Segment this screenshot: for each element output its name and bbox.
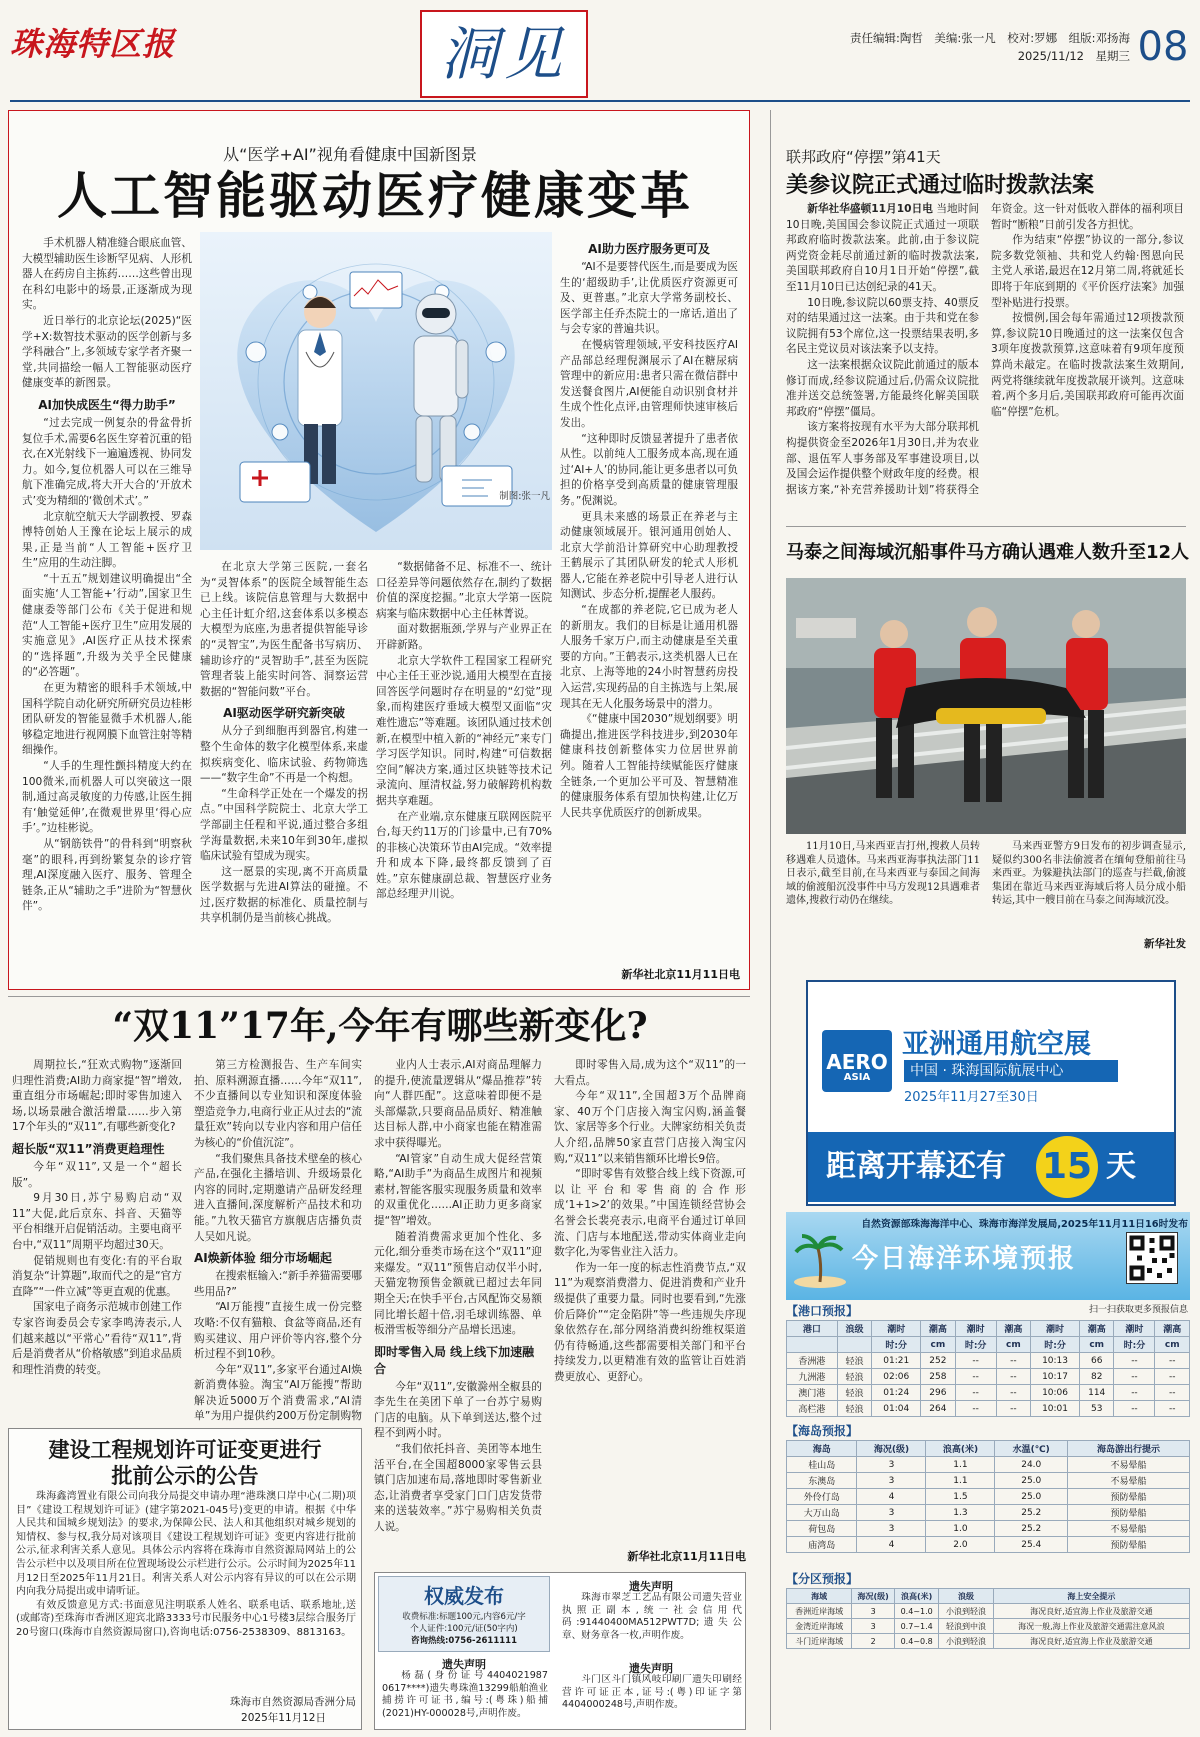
table-cell: 2.0	[926, 1537, 995, 1553]
lead-paragraph: 在产业端,京东健康互联网医院平台,每天约11万的门诊量中,已有70%的非核心决策环节由AI完成。“效率提升和成本下降,最终都反馈到了百姓。”京东健康副总裁、智慧医疗业务部总经理尹川说。	[376, 810, 552, 901]
table-header-row	[787, 1337, 1190, 1353]
table-cell: --	[996, 1353, 1030, 1369]
table-header-cell: 海况(级)	[857, 1441, 926, 1457]
table-cell: --	[955, 1369, 996, 1385]
table-cell: 82	[1079, 1369, 1113, 1385]
table-cell: 轻浪	[837, 1385, 871, 1401]
airshow-venue: 中国 · 珠海国际航展中心	[904, 1060, 1118, 1082]
lead-paragraph: 在北京大学第三医院,一套名为“灵智体系”的医院全域智能生态已上线。该院信息管理与大数据中心主任计虹介绍,这套体系以多模态大模型为底座,为患者提供智能导诊的“灵智宝”,为医生配备书写病历、辅助诊疗的“灵智助手”,甚至为医院管理者装上能实时问答、洞察运营数据的“智能问数”平台。	[200, 561, 368, 698]
table-cell: 25.2	[995, 1505, 1068, 1521]
table-cell: 东澳岛	[787, 1473, 857, 1489]
table-header-cell: 浪级	[837, 1321, 871, 1337]
double11-paragraph: “我们依托抖音、美团等本地生活平台,在全国超8000家零售云县镇门店加速布局,落地即时零售新业态,让消费者享受家门口门店发货带来的送装效率。”苏宁易购相关负责人说。	[374, 1443, 542, 1534]
table-header-cell: 潮高	[921, 1321, 955, 1337]
table-cell: 258	[921, 1369, 955, 1385]
table-cell: 2	[852, 1634, 895, 1649]
zone-row	[787, 1604, 1190, 1619]
table-cell: 海况良好,适宜海上作业及旅游交通	[993, 1634, 1189, 1649]
table-cell: --	[1114, 1385, 1155, 1401]
table-header-cell: 潮时	[955, 1321, 996, 1337]
table-cell: 10:13	[1031, 1353, 1080, 1369]
congress-paragraph: 10日晚,参议院以60票支持、40票反对的结果通过这一法案。由于共和党在参议院拥有53个席位,这一投票结果表明,多名民主党议员对该法案予以支持。	[786, 296, 979, 356]
table-header-cell: 时:分	[1031, 1337, 1080, 1353]
aero-logo-text: AERO	[826, 1050, 888, 1072]
table-header-cell: cm	[921, 1337, 955, 1353]
table-cell: 114	[1079, 1385, 1113, 1401]
lead-paragraph: 《“健康中国2030”规划纲要》明确提出,推进医学科技进步,到2030年健康科技创新整体实力位居世界前列。随着人工智能持续赋能医疗健康全链条,一个更加公平可及、智慧精准的健康服务体系有望加快构建,让亿万人民共享优质医疗的创新成果。	[560, 713, 738, 819]
double11-paragraph: 即时零售入局,成为这个“双11”的一大看点。	[554, 1059, 746, 1087]
table-cell: 不易晕船	[1068, 1457, 1190, 1473]
congress-body	[786, 202, 1184, 520]
table-header-cell: 浪高(米)	[926, 1441, 995, 1457]
asia-logo-text: ASIA	[843, 1072, 871, 1083]
island-forecast-table	[786, 1440, 1190, 1554]
notice-paragraph: 珠海鑫湾置业有限公司向我分局提交申请办理“港珠澳口岸中心(二期)项目”《建设工程规划许可证》(建字第2021-045号)变更的申请。根据《中华人民共和国城乡规划法》的要求,为保障公民、法人和其他组织对城乡规划的知情权、参与权,我分局对该项目《建设工程规划许可证》变更内容进行批前公示,征求利害关系人意见。具体公示内容将在珠海市自然资源局网站上的公告公示栏中以及项目所在位置现场设公示栏进行公示。公示时间为2025年11月12日至2025年11月21日。利害关系人对公示内容有异议的可以在公示期内向我分局提出或申请听证。	[16, 1491, 356, 1598]
notice-date: 2025年11月12日	[241, 1712, 326, 1724]
table-cell: --	[1155, 1401, 1190, 1417]
table-header-cell: 潮时	[872, 1321, 921, 1337]
congress-paragraph: 该方案将按现有水平为大部分联邦机构提供资金至2026年1月30日,并为农业部、退伍军人事务部及军事建设项目,以及国会运作提供整个财政年度的经费。根据该方案,“补充营养援助计划”将获得全年资金。这一针对低收入群体的福利项目暂时“断粮”日前引发各方担忧。	[786, 203, 1184, 496]
double11-paragraph: 第三方检测报告、生产车间实拍、原料溯源直播……今年“双11”,不少直播间以专业知识和深度体验塑造竞争力,电商行业正从过去的“流量狂欢”转向以专业内容和用户信任为核心的“价值沉淀”。	[194, 1059, 362, 1149]
table-header-cell: 时:分	[872, 1337, 921, 1353]
double11-dateline: 新华社北京11月11日电	[627, 1550, 746, 1563]
island-row	[787, 1473, 1190, 1489]
table-cell: 1.3	[926, 1505, 995, 1521]
table-cell: 预防晕船	[1068, 1505, 1190, 1521]
table-cell: --	[996, 1369, 1030, 1385]
table-cell: 小浪到轻浪	[939, 1604, 994, 1619]
table-cell: --	[996, 1401, 1030, 1417]
table-cell: --	[996, 1385, 1030, 1401]
double11-paragraph: “AI万能搜”直接生成一份完整攻略:不仅有猫粮、食盆等商品,还有购买建议、用户评价等内容,整个分析过程不到10秒。	[194, 1301, 362, 1361]
double11-paragraph: 随着消费需求更加个性化、多元化,细分垂类市场在这个“双11”迎来爆发。“双11”预售启动仅半小时,天猫宠物预售金额就已超过去年同期全天;在快手平台,古风配饰交易额同比增长超十倍,羽毛球训练器、单板滑雪板等细分产品增长迅速。	[374, 1230, 542, 1337]
lead-paragraph: 这一愿景的实现,离不开高质量医学数据与先进AI算法的碰撞。不过,医疗数据的标准化、质量控制与共享机制仍是当前核心挑战。	[200, 865, 368, 925]
table-cell: 澳门港	[787, 1385, 838, 1401]
lead-paragraph: 从分子到细胞再到器官,构建一整个生命体的数字化模型体系,来虚拟疾病变化、临床试验、药物筛选——“数字生命”不再是一个构想。	[200, 725, 368, 785]
table-cell: 大万山岛	[787, 1505, 857, 1521]
table-cell: --	[1114, 1369, 1155, 1385]
lead-kicker: 从“医学+AI”视角看健康中国新图景	[223, 145, 477, 162]
section-divider	[786, 526, 1186, 527]
lead-intro: 手术机器人精准缝合眼底血管、大模型辅助医生诊断罕见病、人形机器人在药房自主拣药……这些曾出现在科幻电影中的场景,正逐渐成为现实。	[22, 237, 192, 312]
ad-rate: 收费标准:标题100元,内容6元/字	[402, 1612, 526, 1622]
table-cell: 0.4~0.8	[895, 1634, 939, 1649]
table-cell: 外伶仃岛	[787, 1489, 857, 1505]
lead-paragraph: 近日举行的北京论坛(2025)“医学+X:数智技术驱动的医学创新与多学科融合”上,多领域专家学者齐聚一堂,共同描绘一幅人工智能驱动医疗健康变革的新图景。	[22, 314, 192, 390]
port-row	[787, 1401, 1190, 1417]
table-cell: 01:21	[872, 1353, 921, 1369]
double11-paragraph: 今年“双11”,又是一个“超长版”。	[12, 1160, 182, 1189]
table-cell: 25.0	[995, 1489, 1068, 1505]
double11-subhead-3: 即时零售入局 线上线下加速融合	[374, 1344, 535, 1376]
boat-credit: 新华社发	[1144, 938, 1186, 950]
lead-paragraph: “在成都的养老院,它已成为老人的新朋友。我们的目标是让通用机器人服务千家万户,而主动健康是至关重要的方向。”王鹤表示,这类机器人已在北京、上海等地的24小时智慧药房投入运营,实现药品的自主拣选与上架,展现其在无人化服务场景中的潜力。	[560, 604, 738, 710]
table-cell: 轻浪到中浪	[939, 1619, 994, 1634]
qr-caption: 扫一扫获取更多预报信息	[1088, 1305, 1188, 1315]
double11-col-4	[554, 1058, 746, 1548]
double11-col-1	[12, 1058, 182, 1422]
table-cell: --	[1155, 1369, 1190, 1385]
lost-notice-3-title: 遗失声明	[629, 1662, 673, 1674]
congress-paragraph: 按惯例,国会每年需通过12项拨款预算,参议院10日晚通过的这一法案仅包含3项年度拨款预算,这意味着有9项年度预算尚未敲定。在临时拨款法案生效期间,两党将继续就年度拨款展开谈判。这意味着,两个多月后,美国联邦政府可能再次面临“停摆”危机。	[991, 312, 1184, 418]
lead-paragraph: 北京大学软件工程国家工程研究中心主任王亚沙说,通用大模型在直接回答医学问题时存在明显的“幻觉”现象,而构建医疗垂域大模型又面临“灾难性遗忘”等难题。该团队通过技术创新,在模型中植入新的“神经元”来专门学习医学知识。同时,构建“可信数据空间”解决方案,通过区块链等技术记录流向、厘清权益,努力破解跨机构数据共享难题。	[376, 654, 552, 807]
countdown-unit: 天	[1106, 1149, 1136, 1184]
lead-paragraph: “AI不是要替代医生,而是要成为医生的‘超级助手’,让优质医疗资源更可及、更普惠。”北京大学常务副校长、医学部主任乔杰院士的一席话,道出了与会专家的普遍共识。	[560, 261, 738, 336]
island-row	[787, 1489, 1190, 1505]
table-cell: 荷包岛	[787, 1521, 857, 1537]
notice-headline-2: 批前公示的公告	[111, 1463, 259, 1486]
island-row	[787, 1505, 1190, 1521]
table-cell: 25.0	[995, 1473, 1068, 1489]
port-row	[787, 1369, 1190, 1385]
table-header-row	[787, 1589, 1190, 1604]
table-cell: --	[1114, 1353, 1155, 1369]
congress-headline: 美参议院正式通过临时拨款法案	[786, 173, 1095, 198]
lost-notice-2-body: 珠海市翠芝工艺品有限公司遗失营业执照正副本,统一社会信用代码:91440400MA512PWT7D;遗失公章、财务章各一枚,声明作废。	[562, 1592, 742, 1641]
masthead-rule	[10, 100, 1190, 102]
notice-headline-1: 建设工程规划许可证变更进行	[48, 1437, 322, 1460]
table-cell: 九洲港	[787, 1369, 838, 1385]
lead-paragraph: “数据储备不足、标准不一、统计口径差异等问题依然存在,制约了数据价值的深度挖掘。”北京大学第一医院病案与临床数据中心主任林菁说。	[376, 561, 552, 620]
table-cell: 3	[857, 1521, 926, 1537]
lead-paragraph: “过去完成一例复杂的骨盆骨折复位手术,需要6名医生穿着沉重的铅衣,在X光射线下一遍遍透视、协同发力。如今,复位机器人可以在三维导航下准确完成,将大开大合的‘开放术式’变为精细的‘微创术式’。”	[22, 416, 192, 507]
table-header-cell: 海岛	[787, 1441, 857, 1457]
table-header-cell: 浪级	[939, 1589, 994, 1604]
table-cell: 296	[921, 1385, 955, 1401]
table-cell: 25.2	[995, 1521, 1068, 1537]
lead-paragraph: 在更为精密的眼科手术领域,中国科学院自动化研究所研究员边桂彬团队研发的智能显微手术机器人,能够稳定地进行视网膜下血管注射等精细操作。	[22, 682, 192, 757]
table-header-cell: 港口	[787, 1321, 838, 1337]
table-header-row	[787, 1321, 1190, 1337]
congress-paragraph: 当地时间10日晚,美国国会参议院正式通过一项联邦政府临时拨款法案。此前,由于参议院两党资金耗尽前通过新的临时拨款法案,美国联邦政府自10月1日开始“停摆”,截至11月10日已达创纪录的41天。	[786, 203, 979, 293]
double11-paragraph: 业内人士表示,AI对商品理解力的提升,使流量逻辑从“爆品推荐”转向“人群匹配”。这意味着即便不是头部爆款,只要商品品质好、精准触达目标人群,中小商家也能在精准需求中获得曝光。	[374, 1059, 542, 1149]
lead-paragraph: “生命科学正处在一个爆发的拐点。”中国科学院院士、北京大学工学部副主任程和平说,通过整合多组学海量数据,未来10年到30年,虚拟临床试验有望成为现实。	[200, 787, 368, 863]
island-row	[787, 1457, 1190, 1473]
photo-caption-left: 11月10日,马来西亚吉打州,搜救人员转移遇难人员遗体。马来西亚海事执法部门11日表示,截至目前,在马来西亚与泰国之间海域的偷渡船沉没事件中马方发现12具遇难者遗体,搜救行动仍在继续。	[786, 841, 980, 907]
lead-subhead-3: AI助力医疗服务更可及	[588, 242, 710, 256]
lead-column-2	[200, 560, 368, 976]
table-cell: 3	[852, 1604, 895, 1619]
double11-subhead-1: 超长版“双11”消费更趋理性	[12, 1141, 165, 1156]
lead-column-3	[376, 560, 552, 976]
table-header-row	[787, 1441, 1190, 1457]
ocean-issuer: 自然资源部珠海海洋中心、珠海市海洋发展局,2025年11月11日16时发布	[861, 1219, 1188, 1230]
table-header-cell: 水温(℃)	[995, 1441, 1068, 1457]
table-header-cell: 时:分	[955, 1337, 996, 1353]
island-forecast-title: 【海岛预报】	[786, 1424, 859, 1438]
double11-paragraph: “我们聚焦具备技术壁垒的核心产品,在强化主播培训、升级场景化内容的同时,定期邀请产品研发经理进入直播间,深度解析产品技术和功能。”九牧天猫官方旗舰店店播负责人吴如凡说。	[194, 1152, 362, 1243]
zone-forecast-title: 【分区预报】	[786, 1572, 859, 1586]
double11-subhead-2: AI焕新体验 细分市场崛起	[194, 1251, 332, 1266]
lead-subhead-2: AI驱动医学研究新突破	[223, 706, 345, 721]
section-divider	[8, 996, 750, 997]
section-title: 洞见	[439, 20, 568, 88]
table-cell: 10:06	[1031, 1385, 1080, 1401]
table-cell: 24.0	[995, 1457, 1068, 1473]
notice-paragraph: 有效反馈意见方式:书面意见注明联系人姓名、联系电话、联系地址,送(或邮寄)至珠海市香洲区迎宾北路3333号市民服务中心1号楼3层综合服务厅20号窗口(珠海市自然资源局窗口),咨询电话:0756-2538309、8813163。	[16, 1599, 356, 1638]
paper-name: 珠海特区报	[10, 25, 176, 63]
issue-date: 2025/11/12 星期三	[1017, 49, 1130, 63]
table-cell: 53	[1079, 1401, 1113, 1417]
table-header-cell: 潮高	[1079, 1321, 1113, 1337]
lead-paragraph: “这种即时反馈显著提升了患者依从性。以前纯人工服务成本高,现在通过‘AI+人’的协同,能让更多患者以可负担的价格享受到高质量的健康管理服务。”倪渊说。	[560, 432, 738, 507]
table-header-cell: cm	[1079, 1337, 1113, 1353]
table-cell: 1.1	[926, 1457, 995, 1473]
lead-column-4	[560, 236, 738, 966]
table-header-cell: 时:分	[1114, 1337, 1155, 1353]
table-cell: 25.4	[995, 1537, 1068, 1553]
double11-paragraph: 国家电子商务示范城市创建工作专家咨询委员会专家李鸣涛表示,人们越来越以“平常心”看待“双11”,背后是消费者从“价格敏感”到追求品质和理性消费的转变。	[12, 1301, 182, 1376]
lead-paragraph: “人手的生理性颤抖精度大约在100微米,而机器人可以突破这一限制,通过高灵敏度的力传感,让医生拥有‘触觉延伸’,在微观世界里‘得心应手’。”边桂彬说。	[22, 760, 192, 835]
table-cell: --	[955, 1401, 996, 1417]
table-cell: 斗门近岸海域	[787, 1634, 852, 1649]
lead-headline: 人工智能驱动医疗健康变革	[57, 166, 693, 225]
port-forecast-title: 【港口预报】	[786, 1304, 859, 1318]
table-cell: 01:04	[872, 1401, 921, 1417]
table-cell: 预防晕船	[1068, 1489, 1190, 1505]
congress-paragraph: 这一法案根据众议院此前通过的版本修订而成,经参议院通过后,仍需众议院批准并送交总统签署,方能最终化解美国联邦政府“停摆”僵局。	[786, 358, 979, 418]
table-cell: --	[1155, 1353, 1190, 1369]
table-cell: 桂山岛	[787, 1457, 857, 1473]
zone-row	[787, 1619, 1190, 1634]
table-cell: --	[1114, 1401, 1155, 1417]
double11-paragraph: 今年“双11”,安徽滁州全椒县的李先生在美团下单了一台苏宁易购门店的电脑。从下单到送达,整个过程不到两小时。	[374, 1380, 542, 1440]
table-cell: 海况良好,适宜海上作业及旅游交通	[993, 1604, 1189, 1619]
double11-paragraph: 促销规则也有变化:有的平台取消复杂“计算题”,取而代之的是“官方直降”“一件立减”等更直观的优惠。	[12, 1254, 182, 1298]
table-cell: 4	[857, 1489, 926, 1505]
double11-paragraph: 今年“双11”,多家平台通过AI焕新消费体验。淘宝“AI万能搜”帮助解决近5000万个消费需求,“AI清单”为用户提供约200万份定制购物	[194, 1363, 362, 1422]
table-cell: 轻浪	[837, 1353, 871, 1369]
notice-body	[16, 1490, 356, 1690]
airshow-dates: 2025年11月27至30日	[904, 1090, 1039, 1104]
table-cell: 海况一般,海上作业及旅游交通需注意风浪	[993, 1619, 1189, 1634]
table-cell: --	[955, 1353, 996, 1369]
table-header-cell: 海域	[787, 1589, 852, 1604]
table-header-cell: cm	[1155, 1337, 1190, 1353]
double11-paragraph: “即时零售有效整合线上线下资源,可以让平台和零售商的合作形成‘1+1>2’的效果。”中国连锁经营协会名誉会长裴亮表示,电商平台通过订单回流、门店与本地配送,带动实体商业走向数字化,为零售业注入活力。	[554, 1168, 746, 1259]
zone-row	[787, 1634, 1190, 1649]
table-cell: 264	[921, 1401, 955, 1417]
lead-paragraph: “十五五”规划建议明确提出“全面实施‘人工智能+’行动”,国家卫生健康委等部门公布《关于促进和规范“人工智能+医疗卫生”应用发展的实施意见》,AI医疗正从技术探索的“选择题”,升级为关乎全民健康的“必答题”。	[22, 572, 192, 679]
table-header-cell	[837, 1337, 871, 1353]
table-cell: --	[955, 1385, 996, 1401]
table-cell: 02:06	[872, 1369, 921, 1385]
table-cell: 不易晕船	[1068, 1473, 1190, 1489]
table-cell: 01:24	[872, 1385, 921, 1401]
table-header-cell: 潮高	[996, 1321, 1030, 1337]
double11-headline: “双11”17年,今年有哪些新变化?	[112, 1005, 648, 1047]
lead-paragraph: 更具未来感的场景正在养老与主动健康领域展开。银河通用创始人、北京大学前沿计算研究中心助理教授王鹤展示了其团队研发的轮式人形机器人,它能在养老院中引导老人进行认知测试、步态分析,提醒老人服药。	[560, 510, 738, 601]
congress-dateline: 新华社华盛顿11月10日电	[807, 203, 933, 215]
lost-notice-2-title: 遗失声明	[629, 1580, 673, 1592]
table-cell: 金湾近岸海域	[787, 1619, 852, 1634]
double11-col-3	[374, 1058, 542, 1566]
table-cell: 10:01	[1031, 1401, 1080, 1417]
table-header-cell: 海上安全提示	[993, 1589, 1189, 1604]
lead-subhead-1: AI加快成医生“得力助手”	[38, 397, 176, 412]
lost-notice-1-body: 杨磊(身份证号4404021987 0617****)遗失粤珠渔13299船舶渔业捕捞许可证书,编号:(粤珠)船捕(2021)HY-000028号,声明作废。	[382, 1670, 548, 1719]
table-cell: 66	[1079, 1353, 1113, 1369]
island-row	[787, 1521, 1190, 1537]
countdown-prefix: 距离开幕还有	[826, 1149, 1006, 1184]
table-header-cell: 海况(级)	[852, 1589, 895, 1604]
table-cell: 小浪到轻浪	[939, 1634, 994, 1649]
countdown-days: 15	[1041, 1146, 1093, 1187]
boat-headline: 马泰之间海域沉船事件马方确认遇难人数升至12人	[786, 542, 1190, 563]
double11-paragraph: 今年“双11”,全国超3万个品牌商家、40万个门店接入淘宝闪购,涵盖餐饮、家居等多个行业。大牌家纺相关负责人介绍,品牌50家直营门店接入淘宝闪购,“双11”以来销售额环比增长9倍。	[554, 1090, 746, 1165]
table-cell: 轻浪	[837, 1369, 871, 1385]
table-cell: 0.7~1.4	[895, 1619, 939, 1634]
rescue-photo	[786, 578, 1186, 834]
table-cell: 1.0	[926, 1521, 995, 1537]
congress-kicker: 联邦政府“停摆”第41天	[786, 148, 941, 166]
qr-code	[1126, 1232, 1178, 1284]
double11-paragraph: “AI管家”自动生成大促经营策略,“AI助手”为商品生成图片和视频素材,智能客服实现服务质量和效率的双重优化……AI正助力更多商家提“智”增效。	[374, 1152, 542, 1227]
illustration-credit: 制图:张一凡	[499, 491, 550, 502]
table-cell: 庙湾岛	[787, 1537, 857, 1553]
table-cell: 3	[857, 1473, 926, 1489]
table-header-cell: cm	[996, 1337, 1030, 1353]
table-cell: 10:17	[1031, 1369, 1080, 1385]
lost-notice-3-body: 斗门区斗门镇风岐印刷厂遗失印刷经营许可证正本,证号:(粤)印证字第4404000248号,声明作废。	[562, 1674, 742, 1711]
lead-dateline: 新华社北京11月11日电	[621, 968, 740, 981]
double11-col-2	[194, 1058, 362, 1422]
ai-medical-illustration	[200, 232, 552, 550]
table-cell: 高栏港	[787, 1401, 838, 1417]
ad-rate: 个人证件:100元/证(50字内)	[410, 1624, 518, 1634]
lead-paragraph: 北京航空航天大学副教授、罗森博特创始人王豫在论坛上展示的成果,正是当前“人工智能+医疗卫生”应用的生动注脚。	[22, 510, 192, 570]
double11-paragraph: 作为一年一度的标志性消费节点,“双11”为观察消费潜力、促进消费和产业升级提供了重要力量。同时也要看到,“先涨价后降价”“定金陷阱”等一些违规失序现象依然存在,部分网络消费纠纷维权渠道仍有待畅通,这些都需要相关部门和平台持续发力,以更精准有效的监管让百姓消费更放心、更舒心。	[554, 1261, 746, 1383]
table-cell: 252	[921, 1353, 955, 1369]
lead-paragraph: 面对数据瓶颈,学界与产业界正在开辟新路。	[376, 623, 552, 651]
ad-hotline: 咨询热线:0756-2611111	[411, 1636, 517, 1646]
double11-paragraph: 在搜索框输入:“新手养猫需要哪些用品?”	[194, 1270, 362, 1298]
table-cell: 3	[857, 1505, 926, 1521]
notice-signature: 珠海市自然资源局香洲分局	[230, 1696, 356, 1708]
congress-paragraph: 作为结束“停摆”协议的一部分,参议院多数党领袖、共和党人约翰·图恩向民主党人承诺,最迟在12月第二周,将就延长即将于年底到期的《平价医疗法案》加强型补贴进行投票。	[991, 234, 1184, 309]
table-header-cell: 潮时	[1114, 1321, 1155, 1337]
double11-paragraph: 周期拉长,“狂欢式购物”逐渐回归理性消费;AI助力商家提“智”增效,重直组分市场崛起;即时零售加速入场,以场景融合激活增量……步入第17个年头的“双11”,有哪些新变化?	[12, 1059, 182, 1134]
table-cell: 3	[857, 1457, 926, 1473]
table-cell: --	[1155, 1385, 1190, 1401]
table-cell: 1.5	[926, 1489, 995, 1505]
port-row	[787, 1353, 1190, 1369]
table-header-cell: 浪高(米)	[895, 1589, 939, 1604]
photo-caption-right: 马来西亚警方9日发布的初步调查显示,疑似约300名非法偷渡者在缅甸登船前往马来西亚。为躲避执法部门的巡查与拦截,偷渡集团在靠近马来西亚海域后将人员分成小船转运,其中一艘目前在马泰之间海域沉没。	[992, 841, 1186, 907]
column-divider	[770, 110, 771, 1730]
ocean-title: 今日海洋环境预报	[852, 1244, 1077, 1274]
table-header-cell: 潮高	[1155, 1321, 1190, 1337]
lead-column-1	[22, 236, 192, 976]
island-row	[787, 1537, 1190, 1553]
table-header-cell: 潮时	[1031, 1321, 1080, 1337]
table-cell: 不易晕船	[1068, 1521, 1190, 1537]
table-cell: 香洲近岸海域	[787, 1604, 852, 1619]
editor-credits: 责任编辑:陶哲 美编:张一凡 校对:罗娜 组版:邓扬海	[850, 31, 1130, 45]
table-cell: 1.1	[926, 1473, 995, 1489]
ad-title: 权威发布	[424, 1584, 504, 1606]
table-cell: 3	[852, 1619, 895, 1634]
table-cell: 0.4~1.0	[895, 1604, 939, 1619]
table-cell: 预防晕船	[1068, 1537, 1190, 1553]
double11-paragraph: 9月30日,苏宁易购启动“双11”大促,此后京东、抖音、天猫等平台相继开启促销活动。主要电商平台中,“双11”周期平均超过30天。	[12, 1192, 182, 1251]
table-header-cell	[787, 1337, 838, 1353]
zone-forecast-table	[786, 1588, 1190, 1656]
page-number: 08	[1137, 24, 1189, 70]
table-cell: 香洲港	[787, 1353, 838, 1369]
island-palm-icon	[792, 1228, 848, 1288]
table-cell: 轻浪	[837, 1401, 871, 1417]
airshow-title: 亚洲通用航空展	[902, 1029, 1091, 1056]
port-row	[787, 1385, 1190, 1401]
table-header-cell: 海岛游出行提示	[1068, 1441, 1190, 1457]
lead-paragraph: 从“钢筋铁骨”的骨科到“明察秋毫”的眼科,再到纷繁复杂的诊疗管理,AI深度融入医疗、服务、管理全链条,正从“辅助之手”进阶为“智慧伙伴”。	[22, 837, 192, 913]
lead-paragraph: 在慢病管理领域,平安科技医疗AI产品部总经理倪渊展示了AI在糖尿病管理中的新应用:患者只需在微信群中发送餐食图片,AI便能自动识别食材并生成个性化点评,由管理师快速审核后发出。	[560, 338, 738, 429]
lost-notice-1-title: 遗失声明	[442, 1658, 486, 1670]
table-cell: 4	[857, 1537, 926, 1553]
port-forecast-table	[786, 1320, 1190, 1418]
